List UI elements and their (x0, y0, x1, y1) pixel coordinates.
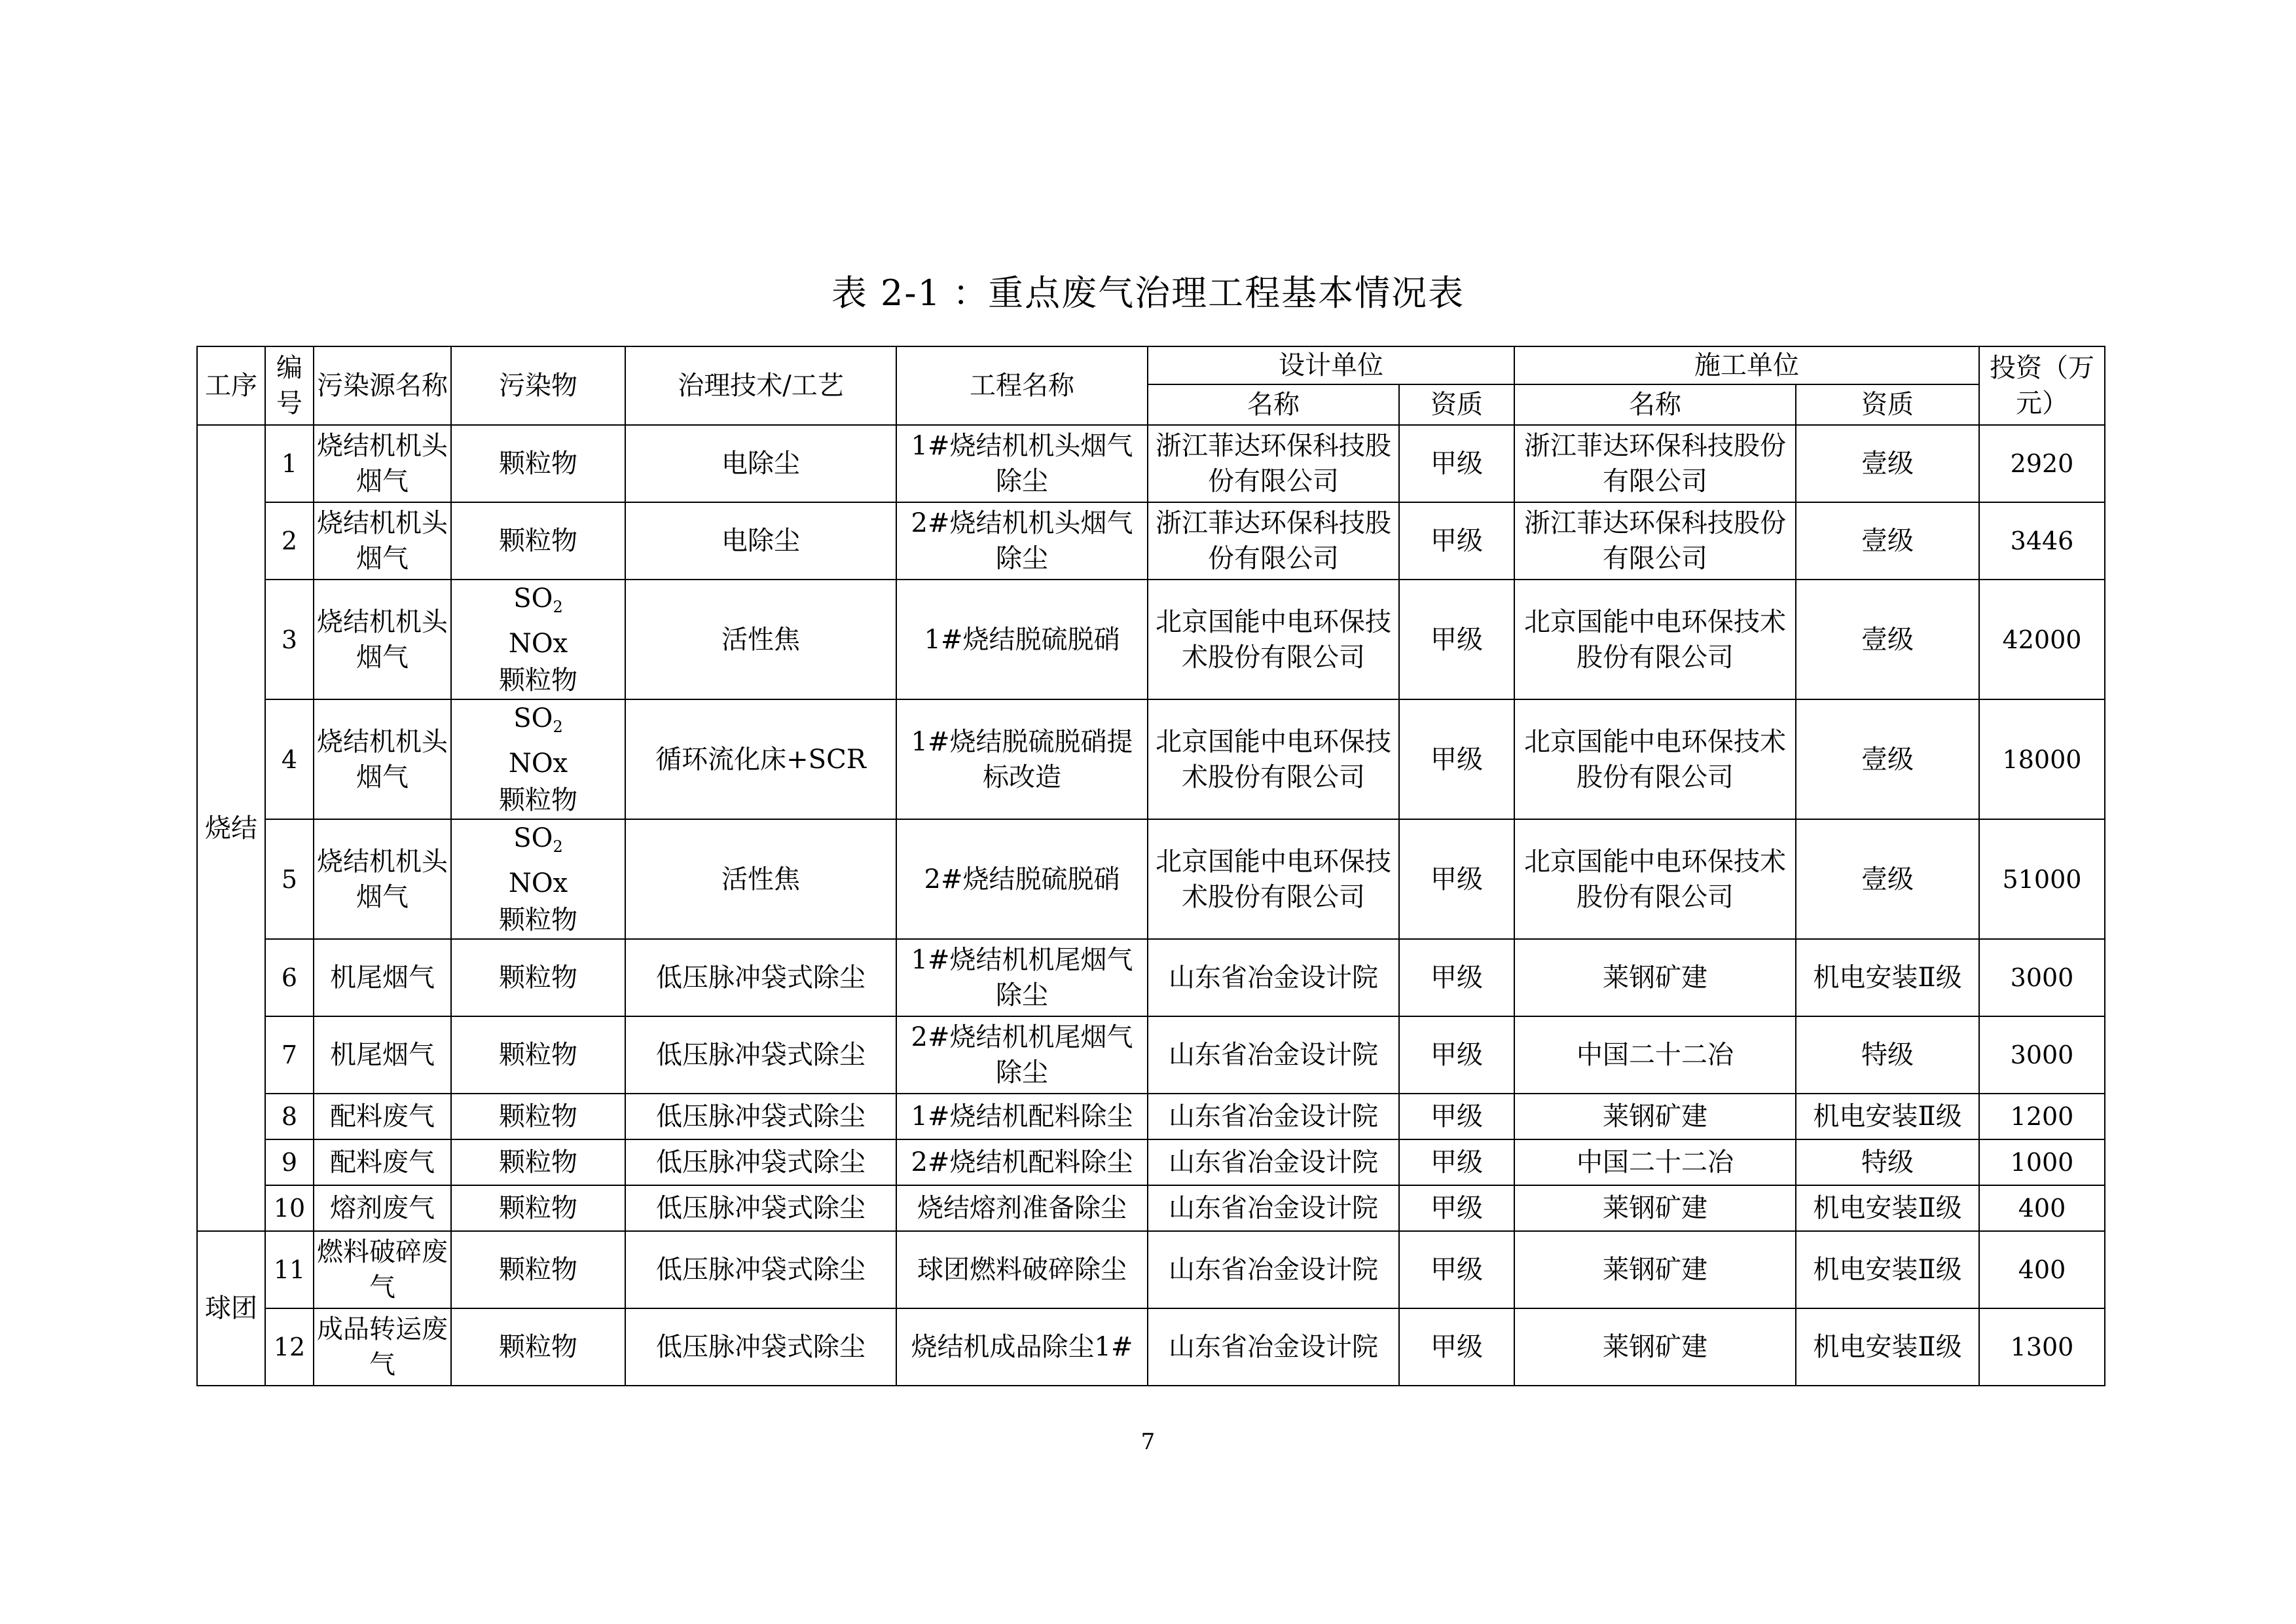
investment-cell: 1200 (1979, 1094, 2105, 1139)
technology-cell: 循环流化床+SCR (625, 699, 896, 819)
pollutant-cell (451, 819, 625, 939)
table-row (197, 1094, 2105, 1139)
table-body (197, 425, 2105, 1386)
investment-cell: 400 (1979, 1231, 2105, 1308)
investment-cell: 42000 (1979, 580, 2105, 699)
investment-cell: 51000 (1979, 819, 2105, 939)
project-cell: 球团燃料破碎除尘 (896, 1231, 1148, 1308)
design-qualification-cell: 甲级 (1399, 819, 1514, 939)
table-row (197, 1231, 2105, 1308)
design-qualification-cell: 甲级 (1399, 425, 1514, 502)
design-name-cell: 山东省冶金设计院 (1148, 1231, 1399, 1308)
technology-cell: 低压脉冲袋式除尘 (625, 1139, 896, 1185)
construction-name-cell: 北京国能中电环保技术股份有限公司 (1514, 819, 1796, 939)
pollutant-cell (451, 1185, 625, 1231)
pollutant-item: 颗粒物 (499, 449, 577, 479)
pollutant-cell (451, 1094, 625, 1139)
pollutant-so2: SO (513, 823, 553, 853)
construction-qualification-cell: 壹级 (1796, 699, 1979, 819)
page-number: 7 (1140, 1429, 1156, 1455)
construction-qualification-cell: 特级 (1796, 1139, 1979, 1185)
design-qualification-cell: 甲级 (1399, 1016, 1514, 1094)
source-cell: 熔剂废气 (314, 1185, 451, 1231)
header-source: 污染源名称 (314, 346, 451, 425)
design-qualification-cell: 甲级 (1399, 939, 1514, 1016)
investment-cell: 1000 (1979, 1139, 2105, 1185)
row-number: 1 (265, 425, 314, 502)
technology-cell: 低压脉冲袋式除尘 (625, 1016, 896, 1094)
design-qualification-cell: 甲级 (1399, 502, 1514, 580)
design-qualification-cell: 甲级 (1399, 1094, 1514, 1139)
project-cell: 1#烧结脱硫脱硝提标改造 (896, 699, 1148, 819)
table-row (197, 699, 2105, 819)
design-qualification-cell: 甲级 (1399, 580, 1514, 699)
construction-name-cell: 北京国能中电环保技术股份有限公司 (1514, 580, 1796, 699)
source-cell: 烧结机机头烟气 (314, 819, 451, 939)
pollutant-item: 颗粒物 (499, 1040, 577, 1070)
pollution-control-table (196, 346, 2105, 1386)
investment-cell: 18000 (1979, 699, 2105, 819)
row-number: 12 (265, 1308, 314, 1386)
pollutant-item: NOx (508, 629, 568, 659)
table-row (197, 1185, 2105, 1231)
design-name-cell: 北京国能中电环保技术股份有限公司 (1148, 580, 1399, 699)
source-cell: 配料废气 (314, 1139, 451, 1185)
investment-cell: 3000 (1979, 939, 2105, 1016)
header-construction-qualification: 资质 (1796, 384, 1979, 425)
pollutant-item: $SO_2$ (513, 823, 563, 856)
investment-cell: 2920 (1979, 425, 2105, 502)
pollutant-item: 颗粒物 (499, 963, 577, 993)
pollutant-so2: SO (513, 583, 553, 614)
design-name-cell: 山东省冶金设计院 (1148, 1094, 1399, 1139)
table-row (197, 425, 2105, 502)
project-cell: 2#烧结机机头烟气除尘 (896, 502, 1148, 580)
construction-qualification-cell: 壹级 (1796, 819, 1979, 939)
construction-name-cell: 浙江菲达环保科技股份有限公司 (1514, 425, 1796, 502)
source-cell: 成品转运废气 (314, 1308, 451, 1386)
source-cell: 烧结机机头烟气 (314, 580, 451, 699)
table-title-text: 重点废气治理工程基本情况表 (988, 272, 1465, 314)
pollutant-cell (451, 699, 625, 819)
process-cell: 球团 (197, 1231, 265, 1386)
table-row (197, 819, 2105, 939)
pollutant-item: 颗粒物 (499, 665, 577, 695)
header-number: 编号 (265, 346, 314, 425)
source-cell: 机尾烟气 (314, 939, 451, 1016)
project-cell: 1#烧结机机头烟气除尘 (896, 425, 1148, 502)
table-header (197, 346, 2105, 425)
design-name-cell: 山东省冶金设计院 (1148, 1016, 1399, 1094)
construction-qualification-cell: 机电安装Ⅱ级 (1796, 939, 1979, 1016)
pollutant-cell (451, 1139, 625, 1185)
source-cell: 燃料破碎废气 (314, 1231, 451, 1308)
technology-cell: 低压脉冲袋式除尘 (625, 1308, 896, 1386)
project-cell: 2#烧结脱硫脱硝 (896, 819, 1148, 939)
row-number: 9 (265, 1139, 314, 1185)
header-project: 工程名称 (896, 346, 1148, 425)
design-name-cell: 浙江菲达环保科技股份有限公司 (1148, 502, 1399, 580)
project-cell: 2#烧结机配料除尘 (896, 1139, 1148, 1185)
investment-cell: 3000 (1979, 1016, 2105, 1094)
row-number: 5 (265, 819, 314, 939)
header-pollutant: 污染物 (451, 346, 625, 425)
table-row (197, 1016, 2105, 1094)
table-title-separator: ： (941, 272, 989, 314)
table-row (197, 580, 2105, 699)
project-cell: 烧结熔剂准备除尘 (896, 1185, 1148, 1231)
design-name-cell: 山东省冶金设计院 (1148, 939, 1399, 1016)
pollutant-so2: SO (513, 703, 553, 733)
construction-qualification-cell: 机电安装Ⅱ级 (1796, 1185, 1979, 1231)
pollutant-cell (451, 580, 625, 699)
design-name-cell: 山东省冶金设计院 (1148, 1185, 1399, 1231)
row-number: 3 (265, 580, 314, 699)
source-cell: 烧结机机头烟气 (314, 425, 451, 502)
project-cell: 2#烧结机机尾烟气除尘 (896, 1016, 1148, 1094)
pollutant-item: NOx (508, 868, 568, 898)
pollutant-cell (451, 1016, 625, 1094)
row-number: 7 (265, 1016, 314, 1094)
construction-name-cell: 中国二十二冶 (1514, 1139, 1796, 1185)
header-process: 工序 (197, 346, 265, 425)
pollutant-item: NOx (508, 748, 568, 779)
pollutant-item: 颗粒物 (499, 1101, 577, 1132)
design-name-cell: 山东省冶金设计院 (1148, 1139, 1399, 1185)
design-qualification-cell: 甲级 (1399, 1139, 1514, 1185)
pollutant-item: 颗粒物 (499, 1332, 577, 1362)
pollutant-item: 颗粒物 (499, 526, 577, 556)
row-number: 6 (265, 939, 314, 1016)
technology-cell: 低压脉冲袋式除尘 (625, 1185, 896, 1231)
header-design-unit: 设计单位 (1148, 346, 1514, 384)
source-cell: 烧结机机头烟气 (314, 699, 451, 819)
header-construction-unit: 施工单位 (1514, 346, 1979, 384)
investment-cell: 400 (1979, 1185, 2105, 1231)
source-cell: 机尾烟气 (314, 1016, 451, 1094)
table-title (0, 267, 2296, 320)
construction-name-cell: 莱钢矿建 (1514, 1231, 1796, 1308)
technology-cell: 活性焦 (625, 819, 896, 939)
design-name-cell: 北京国能中电环保技术股份有限公司 (1148, 819, 1399, 939)
header-construction-name: 名称 (1514, 384, 1796, 425)
investment-cell: 3446 (1979, 502, 2105, 580)
header-design-name: 名称 (1148, 384, 1399, 425)
project-cell: 1#烧结机配料除尘 (896, 1094, 1148, 1139)
row-number: 8 (265, 1094, 314, 1139)
technology-cell: 电除尘 (625, 425, 896, 502)
pollutant-item: $SO_2$ (513, 703, 563, 736)
design-qualification-cell: 甲级 (1399, 699, 1514, 819)
pollutant-item: 颗粒物 (499, 1255, 577, 1285)
construction-name-cell: 莱钢矿建 (1514, 1094, 1796, 1139)
technology-cell: 低压脉冲袋式除尘 (625, 1094, 896, 1139)
header-investment: 投资（万元） (1979, 346, 2105, 425)
table-row (197, 502, 2105, 580)
row-number: 11 (265, 1231, 314, 1308)
design-qualification-cell: 甲级 (1399, 1231, 1514, 1308)
pollutant-item: $SO_2$ (513, 583, 563, 616)
construction-name-cell: 莱钢矿建 (1514, 1308, 1796, 1386)
construction-qualification-cell: 机电安装Ⅱ级 (1796, 1094, 1979, 1139)
investment-cell: 1300 (1979, 1308, 2105, 1386)
header-design-qualification: 资质 (1399, 384, 1514, 425)
construction-qualification-cell: 壹级 (1796, 502, 1979, 580)
design-qualification-cell: 甲级 (1399, 1308, 1514, 1386)
row-number: 10 (265, 1185, 314, 1231)
table-row (197, 1139, 2105, 1185)
design-name-cell: 北京国能中电环保技术股份有限公司 (1148, 699, 1399, 819)
project-cell: 1#烧结脱硫脱硝 (896, 580, 1148, 699)
pollutant-item: 颗粒物 (499, 785, 577, 815)
construction-name-cell: 北京国能中电环保技术股份有限公司 (1514, 699, 1796, 819)
table-row (197, 1308, 2105, 1386)
table-row (197, 939, 2105, 1016)
header-technology: 治理技术/工艺 (625, 346, 896, 425)
source-cell: 烧结机机头烟气 (314, 502, 451, 580)
construction-name-cell: 中国二十二冶 (1514, 1016, 1796, 1094)
pollutant-cell (451, 1231, 625, 1308)
construction-name-cell: 浙江菲达环保科技股份有限公司 (1514, 502, 1796, 580)
pollutant-item: 颗粒物 (499, 1147, 577, 1177)
construction-qualification-cell: 特级 (1796, 1016, 1979, 1094)
row-number: 2 (265, 502, 314, 580)
construction-name-cell: 莱钢矿建 (1514, 1185, 1796, 1231)
technology-cell: 活性焦 (625, 580, 896, 699)
technology-cell: 电除尘 (625, 502, 896, 580)
technology-cell: 低压脉冲袋式除尘 (625, 939, 896, 1016)
pollutant-cell (451, 502, 625, 580)
design-qualification-cell: 甲级 (1399, 1185, 1514, 1231)
project-cell: 烧结机成品除尘1# (896, 1308, 1148, 1386)
row-number: 4 (265, 699, 314, 819)
design-name-cell: 浙江菲达环保科技股份有限公司 (1148, 425, 1399, 502)
construction-qualification-cell: 机电安装Ⅱ级 (1796, 1308, 1979, 1386)
construction-name-cell: 莱钢矿建 (1514, 939, 1796, 1016)
source-cell: 配料废气 (314, 1094, 451, 1139)
project-cell: 1#烧结机机尾烟气除尘 (896, 939, 1148, 1016)
technology-cell: 低压脉冲袋式除尘 (625, 1231, 896, 1308)
pollutant-cell (451, 1308, 625, 1386)
design-name-cell: 山东省冶金设计院 (1148, 1308, 1399, 1386)
construction-qualification-cell: 壹级 (1796, 580, 1979, 699)
pollutant-item: 颗粒物 (499, 905, 577, 935)
pollutant-cell (451, 425, 625, 502)
construction-qualification-cell: 壹级 (1796, 425, 1979, 502)
pollutant-cell (451, 939, 625, 1016)
process-cell: 烧结 (197, 425, 265, 1231)
pollutant-item: 颗粒物 (499, 1193, 577, 1223)
construction-qualification-cell: 机电安装Ⅱ级 (1796, 1231, 1979, 1308)
table-title-prefix: 表 2-1 (831, 272, 941, 314)
